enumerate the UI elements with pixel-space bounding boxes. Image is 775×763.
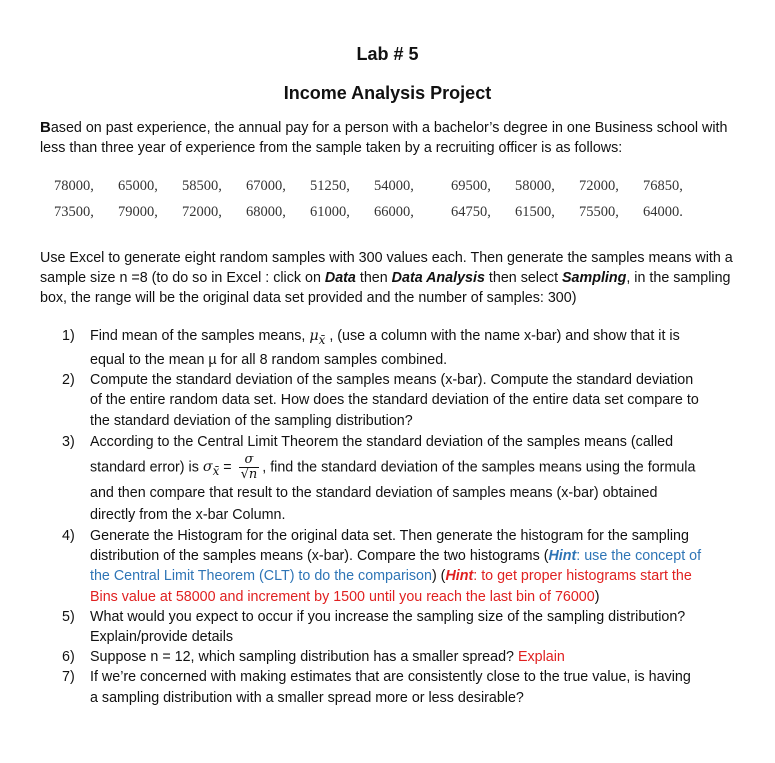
question-number: 2) xyxy=(62,372,75,389)
question-text: Suppose n = 12, which sampling distribution has a smaller spread? xyxy=(90,649,518,666)
xbar-subscript: x̄ xyxy=(212,464,220,479)
income-value: 64750, xyxy=(451,204,491,220)
question-number: 5) xyxy=(62,608,75,625)
sigma-xbar-symbol xyxy=(202,459,220,479)
question-number: 6) xyxy=(62,649,75,666)
income-value: 58500, xyxy=(182,178,222,194)
project-title: Income Analysis Project xyxy=(283,83,492,103)
fraction-numerator: σ xyxy=(239,453,260,468)
question-number: 4) xyxy=(62,528,75,545)
income-value: 73500, xyxy=(54,204,94,220)
data-row-2 xyxy=(54,204,707,221)
income-value: 54000, xyxy=(374,178,414,194)
income-value: 72000, xyxy=(182,204,222,220)
income-value: 75500, xyxy=(579,204,619,220)
instructions-text: , in the sampling box, the range will be the original data set provided and the number of samples: 300) xyxy=(40,270,731,306)
explain-red-text: Explain xyxy=(517,649,565,666)
income-value: 69500, xyxy=(451,178,491,194)
hint-text-blue: : use the concept of the Central Limit Theorem (CLT) to do the comparison xyxy=(90,548,702,585)
intro-paragraph xyxy=(40,118,740,158)
income-value: 51250, xyxy=(310,178,350,194)
question-number: 3) xyxy=(62,433,75,450)
income-value: 76850, xyxy=(643,178,683,194)
sigma-symbol: σ xyxy=(202,459,213,476)
lab-title: Lab # 5 xyxy=(356,44,419,64)
question-2 xyxy=(62,370,702,431)
sampling-term: Sampling xyxy=(562,270,627,286)
instructions-text: Use Excel to generate eight random samples with 300 values each. Then generate the samples means with a sample size n =8 (to do so in Excel : click on xyxy=(40,250,733,286)
question-text: Generate the Histogram for the original data set. Then generate the histogram for the sampling distribution of the samples means (x-bar). Compare the two histograms ( xyxy=(90,528,689,565)
equals-sign: = xyxy=(219,459,236,476)
intro-first-letter: B xyxy=(40,119,51,136)
question-text: If we’re concerned with making estimates that are consistently close to the true value, is having a sampling distribution with a smaller spread more or less desirable? xyxy=(90,669,691,706)
question-number: 7) xyxy=(62,669,75,686)
question-text: , find the standard deviation of the samples means using the formula and then compare that result to the standard deviation of samples means (x-bar) obtained directly from the x-bar Column. xyxy=(90,459,696,524)
data-menu-term: Data xyxy=(324,270,356,286)
income-value: 68000, xyxy=(246,204,286,220)
income-value: 61500, xyxy=(515,204,555,220)
data-analysis-term: Data Analysis xyxy=(391,270,485,286)
hint-text-red: : to get proper histograms start the Bins value at 58000 and increment by 1500 until you reach the last bin of 76000 xyxy=(90,568,692,605)
income-value: 64000. xyxy=(643,204,683,220)
question-text: ) xyxy=(594,588,600,605)
question-5 xyxy=(62,607,702,647)
fraction-denominator: √n xyxy=(240,466,258,482)
question-text: What would you expect to occur if you increase the sampling size of the sampling distribution? Explain/provide details xyxy=(90,608,686,646)
instructions-text: then select xyxy=(484,270,563,286)
question-number: 1) xyxy=(62,328,75,344)
income-value: 65000, xyxy=(118,178,158,194)
income-value: 72000, xyxy=(579,178,619,194)
income-value: 79000, xyxy=(118,204,158,220)
question-text: , (use a column with the name x-bar) and show that it is equal to the mean µ for all 8 random samples combined. xyxy=(90,328,680,369)
income-value: 58000, xyxy=(515,178,555,194)
question-3 xyxy=(62,431,702,526)
xbar-subscript: x̄ xyxy=(318,332,326,347)
question-6 xyxy=(62,647,702,667)
instructions-paragraph xyxy=(40,248,740,308)
income-value: 78000, xyxy=(54,178,94,194)
hint-label-red: Hint xyxy=(445,568,474,585)
question-text: Find mean of the samples means, xyxy=(90,328,310,344)
question-text: ) ( xyxy=(431,568,446,585)
question-7 xyxy=(62,667,702,707)
instructions-text: then xyxy=(355,270,392,286)
income-value: 61000, xyxy=(310,204,350,220)
hint-label-blue: Hint xyxy=(548,548,577,565)
question-4 xyxy=(62,526,702,607)
mu-symbol: μ xyxy=(309,328,319,344)
income-value: 66000, xyxy=(374,204,414,220)
intro-text: ased on past experience, the annual pay for a person with a bachelor’s degree in one Business school with less than three year of experience from the sample taken by a recruiting officer is as follows: xyxy=(40,120,728,156)
question-1 xyxy=(62,326,702,370)
mu-xbar-symbol xyxy=(309,328,326,347)
question-text: Compute the standard deviation of the samples means (x-bar). Compute the standard deviation of the entire random data set. How does the standard deviation of the entire data set compare to the standard deviation of the sampling distribution? xyxy=(90,372,699,429)
standard-error-fraction xyxy=(239,453,260,482)
income-value: 67000, xyxy=(246,178,286,194)
question-list xyxy=(62,326,702,708)
question-text: According to the Central Limit Theorem the standard deviation of the samples means (called standard error) is xyxy=(90,433,674,476)
data-row-1 xyxy=(54,178,707,195)
